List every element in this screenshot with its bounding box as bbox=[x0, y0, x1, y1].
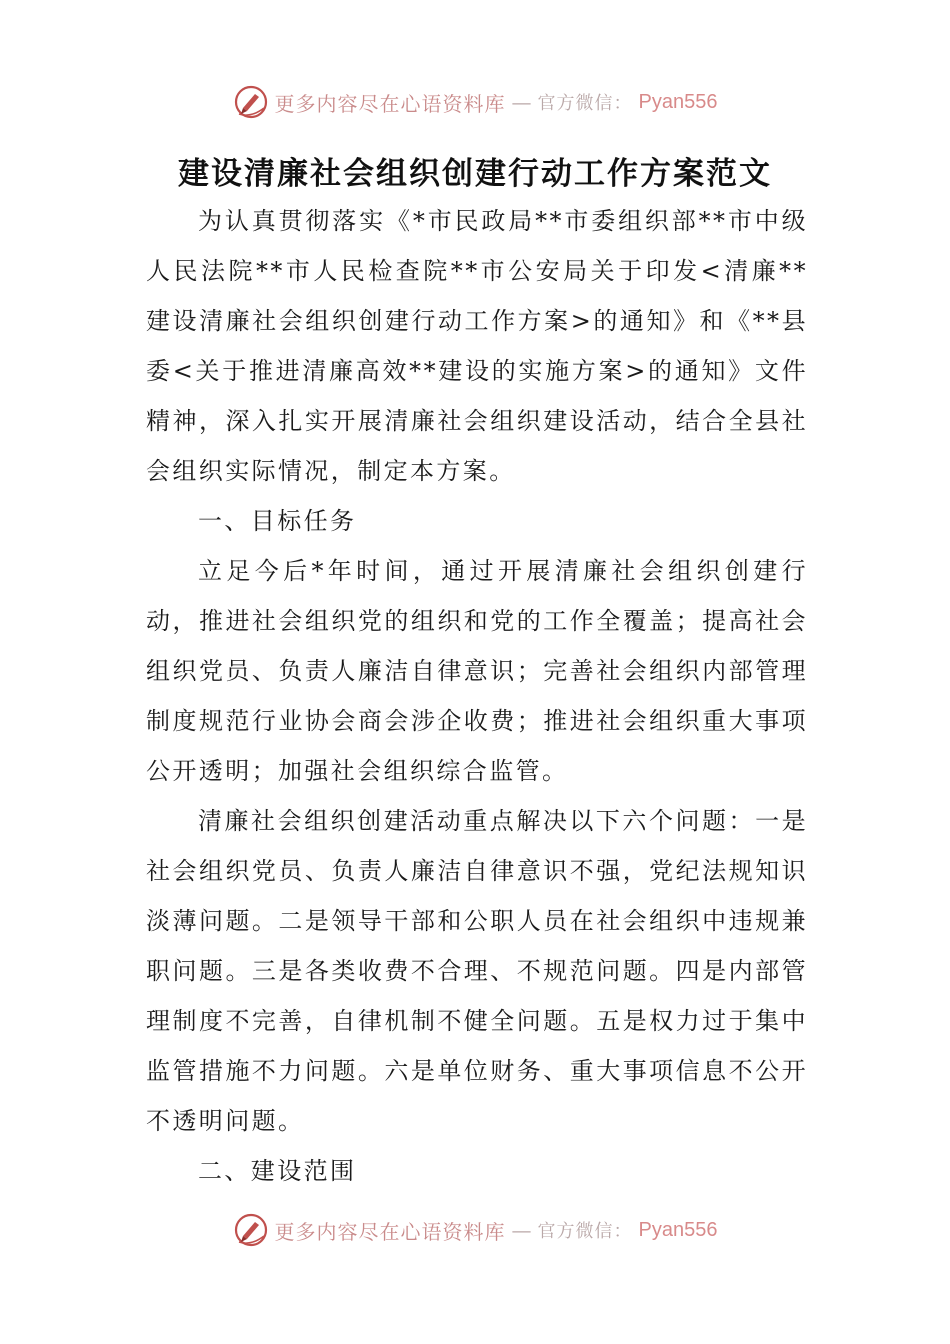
paragraph-intro: 为认真贯彻落实《*市民政局**市委组织部**市中级人民法院**市人民检查院**市公安局关于印发<清廉**建设清廉社会组织创建行动工作方案>的通知》和《**县委<关于推进清廉高效**建设的实施方案>的通知》文件精神，深入扎实开展清廉社会组织建设活动，结合全县社会组织实际情况，制定本方案。 bbox=[146, 207, 808, 485]
document-body bbox=[146, 196, 808, 1196]
paragraph-targets: 立足今后*年时间，通过开展清廉社会组织创建行动，推进社会组织党的组织和党的工作全覆盖；提高社会组织党员、负责人廉洁自律意识；完善社会组织内部管理制度规范行业协会商会涉企收费；推进社会组织重大事项公开透明；加强社会组织综合监管。 bbox=[146, 557, 808, 785]
watermark-separator: — bbox=[511, 90, 532, 114]
watermark-wechat-label: 官方微信： bbox=[537, 1221, 633, 1242]
pen-logo-icon bbox=[233, 1212, 269, 1248]
watermark-banner-bottom bbox=[0, 1210, 950, 1250]
pen-logo-icon bbox=[233, 84, 269, 120]
section-heading-scope: 二、建设范围 bbox=[198, 1157, 357, 1185]
section-heading-targets: 一、目标任务 bbox=[198, 507, 357, 535]
watermark-text: 更多内容尽在心语资料库 bbox=[274, 91, 506, 116]
watermark-banner-top bbox=[0, 82, 950, 122]
watermark-wechat-label: 官方微信： bbox=[537, 93, 633, 114]
paragraph-problems: 清廉社会组织创建活动重点解决以下六个问题：一是社会组织党员、负责人廉洁自律意识不强，党纪法规知识淡薄问题。二是领导干部和公职人员在社会组织中违规兼职问题。三是各类收费不合理、不规范问题。四是内部管理制度不完善，自律机制不健全问题。五是权力过于集中监管措施不力问题。六是单位财务、重大事项信息不公开不透明问题。 bbox=[146, 807, 808, 1135]
watermark-text: 更多内容尽在心语资料库 bbox=[274, 1219, 506, 1244]
watermark-wechat-id: Pyan556 bbox=[638, 90, 718, 113]
watermark-separator: — bbox=[511, 1218, 532, 1242]
watermark-wechat-id: Pyan556 bbox=[638, 1218, 718, 1241]
document-title: 建设清廉社会组织创建行动工作方案范文 bbox=[178, 156, 772, 192]
